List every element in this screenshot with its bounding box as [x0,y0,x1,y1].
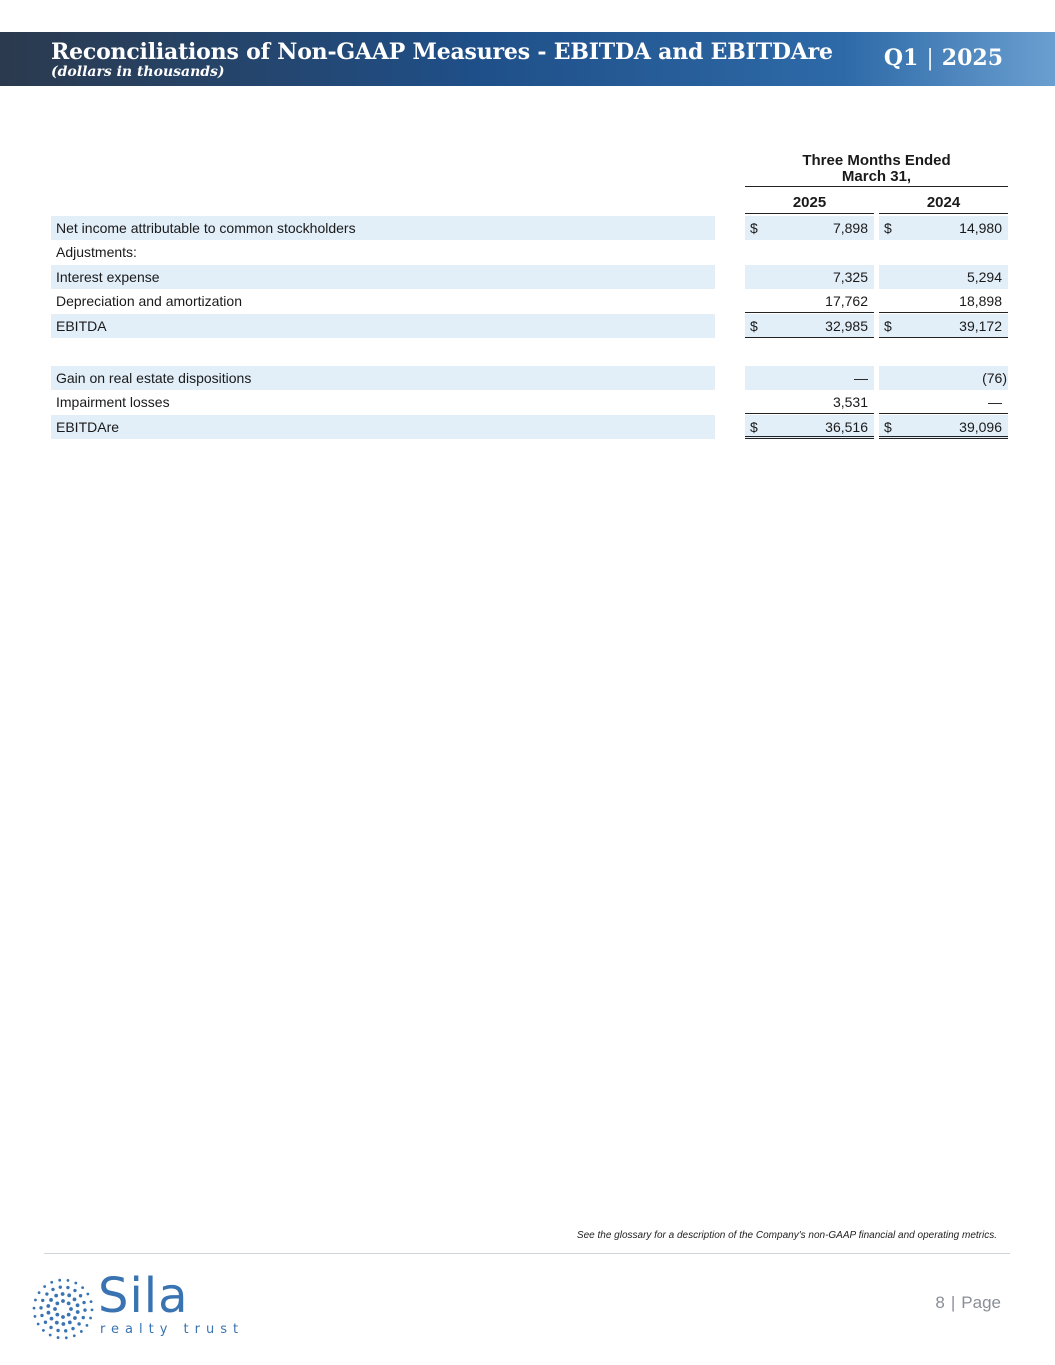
row-label: Gain on real estate dispositions [51,366,715,390]
logo-dot [61,1292,65,1296]
cell-2025 [745,415,874,439]
cell-value: 14,980 [959,220,1002,236]
row-label: Net income attributable to common stockholders [51,216,715,240]
logo-dot [90,1300,93,1303]
cell-value: 32,985 [825,318,868,334]
logo-dot [46,1304,50,1308]
logo-dot [61,1322,65,1326]
table-row-net-income [0,216,1055,240]
reporting-period [884,45,1003,71]
cell-value: 7,325 [832,269,868,285]
logo-dot [74,1282,77,1285]
cell-value: 39,096 [959,419,1002,435]
logo-dot [41,1299,44,1302]
period-separator: | [926,46,934,71]
logo-dot [39,1306,42,1309]
cell-2024 [879,314,1008,338]
logo-dot [53,1307,57,1311]
logo-dot [66,1286,69,1289]
cell-2024 [879,390,1008,414]
logo-dot [42,1329,45,1332]
page-subtitle: (dollars in thousands) [51,64,225,80]
column-group-rule [745,186,1008,187]
logo-dot [73,1289,76,1292]
logo-dot [61,1315,65,1319]
logo-dot [65,1336,68,1339]
logo-dot [67,1301,71,1305]
cell-value: 36,516 [825,419,868,435]
table-row-ebitda [0,314,1055,338]
table-row-ebitdare [0,415,1055,439]
row-label: Interest expense [51,265,715,289]
logo-dot [73,1297,77,1301]
logo-dot [47,1311,51,1315]
glossary-footnote: See the glossary for a description of the Company's non-GAAP financial and operating metrics. [576,1230,997,1241]
logo-dot [83,1308,86,1311]
logo-dot [68,1320,72,1324]
logo-dot [59,1285,62,1288]
logo-dot [55,1301,59,1305]
logo-dot [73,1316,77,1320]
cell-value: 17,762 [825,293,868,309]
logo-dot [37,1323,40,1326]
logo-dot [82,1301,85,1304]
logo-dot [73,1334,76,1337]
cell-value: 18,898 [959,293,1002,309]
currency-symbol: $ [750,318,758,334]
logo-dot [49,1326,52,1329]
row-label: EBITDAre [51,415,715,439]
table-row-interest-expense [0,265,1055,289]
logo-dot [44,1321,47,1324]
cell-2025 [745,390,874,414]
cell-value: — [988,394,1002,410]
logo-dot [40,1314,43,1317]
currency-symbol: $ [884,318,892,334]
cell-2025 [745,314,874,338]
cell-2025 [745,265,874,289]
logo-dot [33,1307,36,1310]
column-group-header-line2: March 31, [841,168,912,185]
logo-dot [43,1285,46,1288]
logo-dot [82,1316,85,1319]
row-label: Impairment losses [56,394,170,410]
cell-value: 5,294 [966,269,1002,285]
table-row-gain-dispositions [0,366,1055,390]
cell-2024 [879,366,1008,390]
table-row-depreciation [0,289,1055,313]
page-separator: | [950,1293,956,1312]
cell-2025 [745,216,874,240]
logo-dot [56,1329,59,1332]
logo-dot [79,1294,82,1297]
cell-2025 [745,366,874,390]
logo-dot [45,1292,48,1295]
cell-2025 [745,289,874,313]
logo-dot [57,1336,60,1339]
logo-dot [61,1299,65,1303]
logo-dot [71,1327,74,1330]
column-group-header [745,153,1008,185]
logo-wordmark: Sila [98,1268,189,1324]
currency-symbol: $ [750,220,758,236]
logo-dot [86,1293,89,1296]
column-header-2024: 2024 [926,194,961,211]
logo-dot [67,1279,70,1282]
column-rule-2024 [879,213,1008,214]
cell-2024 [879,415,1008,439]
logo-dot [49,1334,52,1337]
cell-value: 39,172 [959,318,1002,334]
column-group-header-line1: Three Months Ended [802,152,951,169]
table-row-adjustments [0,240,1055,264]
logo-dot [38,1291,41,1294]
logo-dot [58,1279,61,1282]
column-header-2025: 2025 [792,194,827,211]
logo-dot [54,1294,58,1298]
row-label: EBITDA [51,314,715,338]
column-rule-2025 [745,213,874,214]
page-number-value: 8 [935,1293,945,1312]
logo-dot [81,1286,84,1289]
row-label: Adjustments: [56,244,137,260]
cell-value: (76) [982,370,1007,386]
logo-dot [67,1293,71,1297]
cell-value: 3,531 [832,394,868,410]
logo-dot [49,1298,53,1302]
row-label: Depreciation and amortization [56,293,242,309]
page-label: Page [961,1293,1001,1312]
logo-dot [76,1303,80,1307]
logo-dot [55,1321,59,1325]
cell-2024 [879,289,1008,313]
logo-dot [34,1299,37,1302]
page-title: Reconciliations of Non-GAAP Measures - EBITDA and EBITDAre [51,39,833,65]
currency-symbol: $ [884,419,892,435]
logo-dot [91,1308,94,1311]
footer-divider [44,1253,1010,1254]
logo-dot [51,1288,54,1291]
cell-value: 7,898 [832,220,868,236]
logo-dot [76,1310,80,1314]
page-number [935,1293,1001,1313]
logo-tagline: realty trust [100,1322,245,1337]
table-row-impairment [0,390,1055,414]
logo-dot [50,1317,54,1321]
quarter-label: Q1 [883,45,919,71]
currency-symbol: $ [750,419,758,435]
logo-dot [50,1281,53,1284]
cell-2024 [879,265,1008,289]
logo-dot [55,1313,59,1317]
cell-2024 [879,216,1008,240]
year-label: 2025 [941,45,1003,71]
logo-dot [64,1329,67,1332]
logo-dot [89,1317,92,1320]
logo-dot [69,1307,73,1311]
logo-dot [77,1322,80,1325]
cell-value: — [854,370,868,386]
logo-dot [86,1324,89,1327]
logo-dot [80,1330,83,1333]
currency-symbol: $ [884,220,892,236]
logo-dot [67,1313,71,1317]
logo-dot [34,1315,37,1318]
